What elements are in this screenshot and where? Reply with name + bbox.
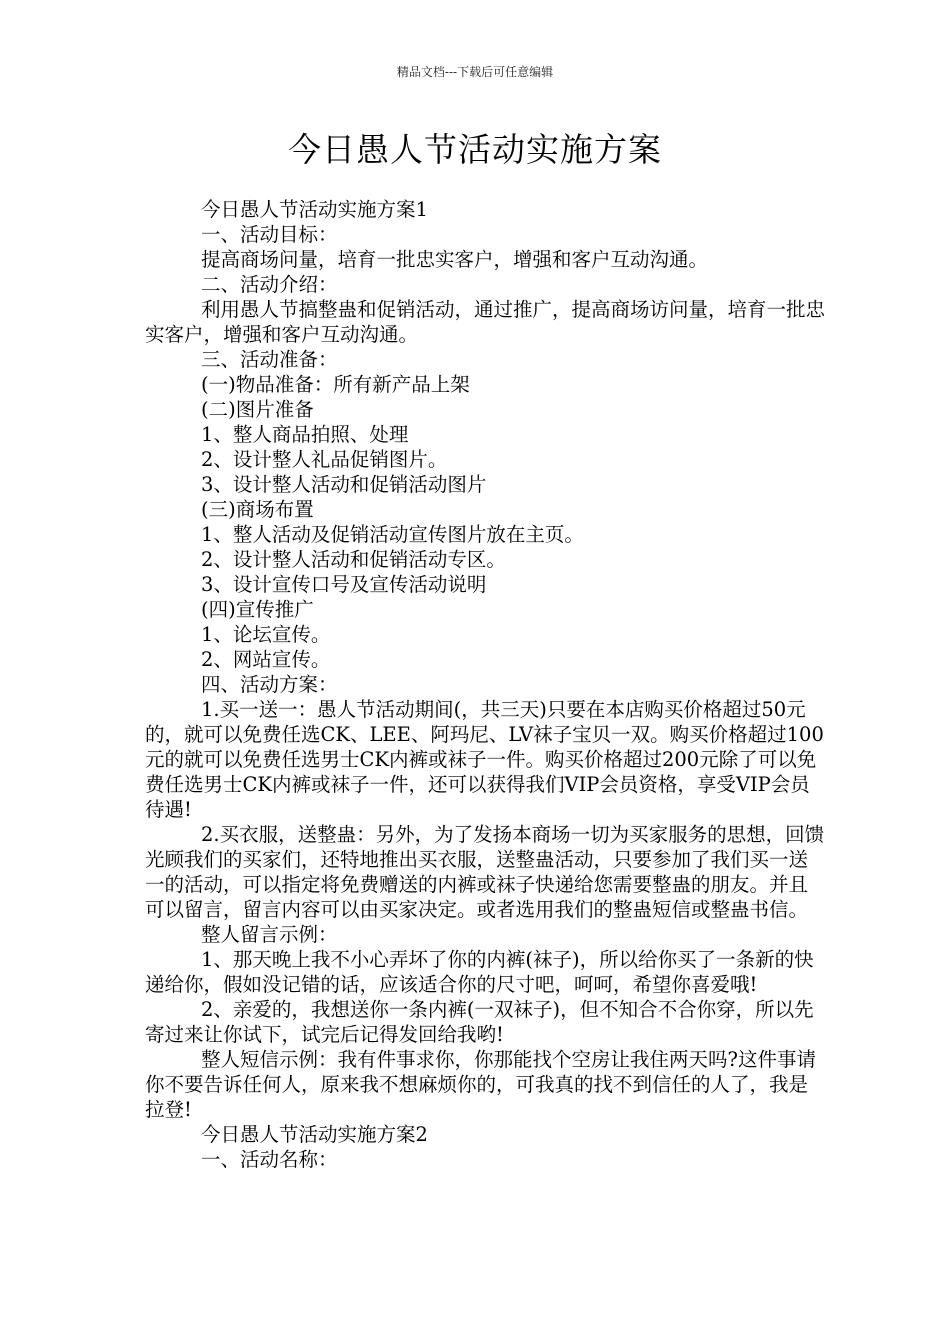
list-item-promotion-1: 1、论坛宣传。 <box>201 623 331 646</box>
section-heading-plan-2: 今日愚人节活动实施方案2 <box>201 1123 428 1146</box>
list-item-promotion-2: 2、网站宣传。 <box>201 648 331 671</box>
paragraph-buy-one-get-one: 1.买一送一：愚人节活动期间(，共三天)只要在本店购买价格超过50元的，就可以免费任选CK、LEE、阿玛尼、LV袜子宝贝一双。购买价格超过100元的就可以免费任选男士CK内裤或袜子一件。购买价格超过200元除了可以免费任选男士CK内裤或袜子一件，还可以获得我们VIP会员资格，享受VIP会员待遇! <box>145 698 824 821</box>
heading-activity-intro: 二、活动介绍： <box>201 273 338 296</box>
paragraph-prank-sms-example: 整人短信示例：我有件事求你，你那能找个空房让我住两天吗?这件事请你不要告诉任何人，原来我不想麻烦你的，可我真的找不到信任的人了，我是拉登! <box>145 1048 816 1121</box>
list-item-store-layout-3: 3、设计宣传口号及宣传活动说明 <box>201 573 487 596</box>
list-item-store-layout-2: 2、设计整人活动和促销活动专区。 <box>201 548 506 571</box>
heading-prank-message-examples: 整人留言示例： <box>201 923 338 946</box>
document-title: 今日愚人节活动实施方案 <box>288 130 662 169</box>
heading-activity-name: 一、活动名称： <box>201 1148 338 1171</box>
list-item-image-prep: (二)图片准备 <box>201 398 314 421</box>
document-body <box>145 197 825 1172</box>
page-header-note: 精品文档---下载后可任意编辑 <box>396 65 554 79</box>
list-item-image-prep-3: 3、设计整人活动和促销活动图片 <box>201 473 487 496</box>
list-item-promotion: (四)宣传推广 <box>201 598 314 621</box>
list-item-store-layout-1: 1、整人活动及促销活动宣传图片放在主页。 <box>201 523 584 546</box>
paragraph-prank-message-2: 2、亲爱的，我想送你一条内裤(一双袜子)，但不知合不合你穿，所以先寄过来让你试下，试完后记得发回给我哟! <box>145 998 814 1046</box>
list-item-store-layout: (三)商场布置 <box>201 498 314 521</box>
section-heading-plan-1: 今日愚人节活动实施方案1 <box>201 198 428 221</box>
heading-activity-prep: 三、活动准备： <box>201 348 338 371</box>
heading-activity-plan: 四、活动方案： <box>201 673 338 696</box>
list-item-goods-prep: (一)物品准备：所有新产品上架 <box>201 373 470 396</box>
list-item-image-prep-2: 2、设计整人礼品促销图片。 <box>201 448 448 471</box>
list-item-image-prep-1: 1、整人商品拍照、处理 <box>201 423 409 446</box>
paragraph-goal-text: 提高商场问量，培育一批忠实客户，增强和客户互动沟通。 <box>201 248 709 271</box>
heading-activity-goal: 一、活动目标： <box>201 223 338 246</box>
paragraph-buy-clothes-prank: 2.买衣服，送整蛊：另外，为了发扬本商场一切为买家服务的思想，回馈光顾我们的买家们，还特地推出买衣服，送整蛊活动，只要参加了我们买一送一的活动，可以指定将免费赠送的内裤或袜子快递给您需要整蛊的朋友。并且可以留言，留言内容可以由买家决定。或者选用我们的整蛊短信或整蛊书信。 <box>145 823 825 921</box>
paragraph-intro-text: 利用愚人节搞整蛊和促销活动，通过推广，提高商场访问量，培育一批忠实客户，增强和客户互动沟通。 <box>145 298 826 346</box>
paragraph-prank-message-1: 1、那天晚上我不小心弄坏了你的内裤(袜子)，所以给你买了一条新的快递给你，假如没记错的话，应该适合你的尺寸吧，呵呵，希望你喜爱哦! <box>145 948 814 996</box>
